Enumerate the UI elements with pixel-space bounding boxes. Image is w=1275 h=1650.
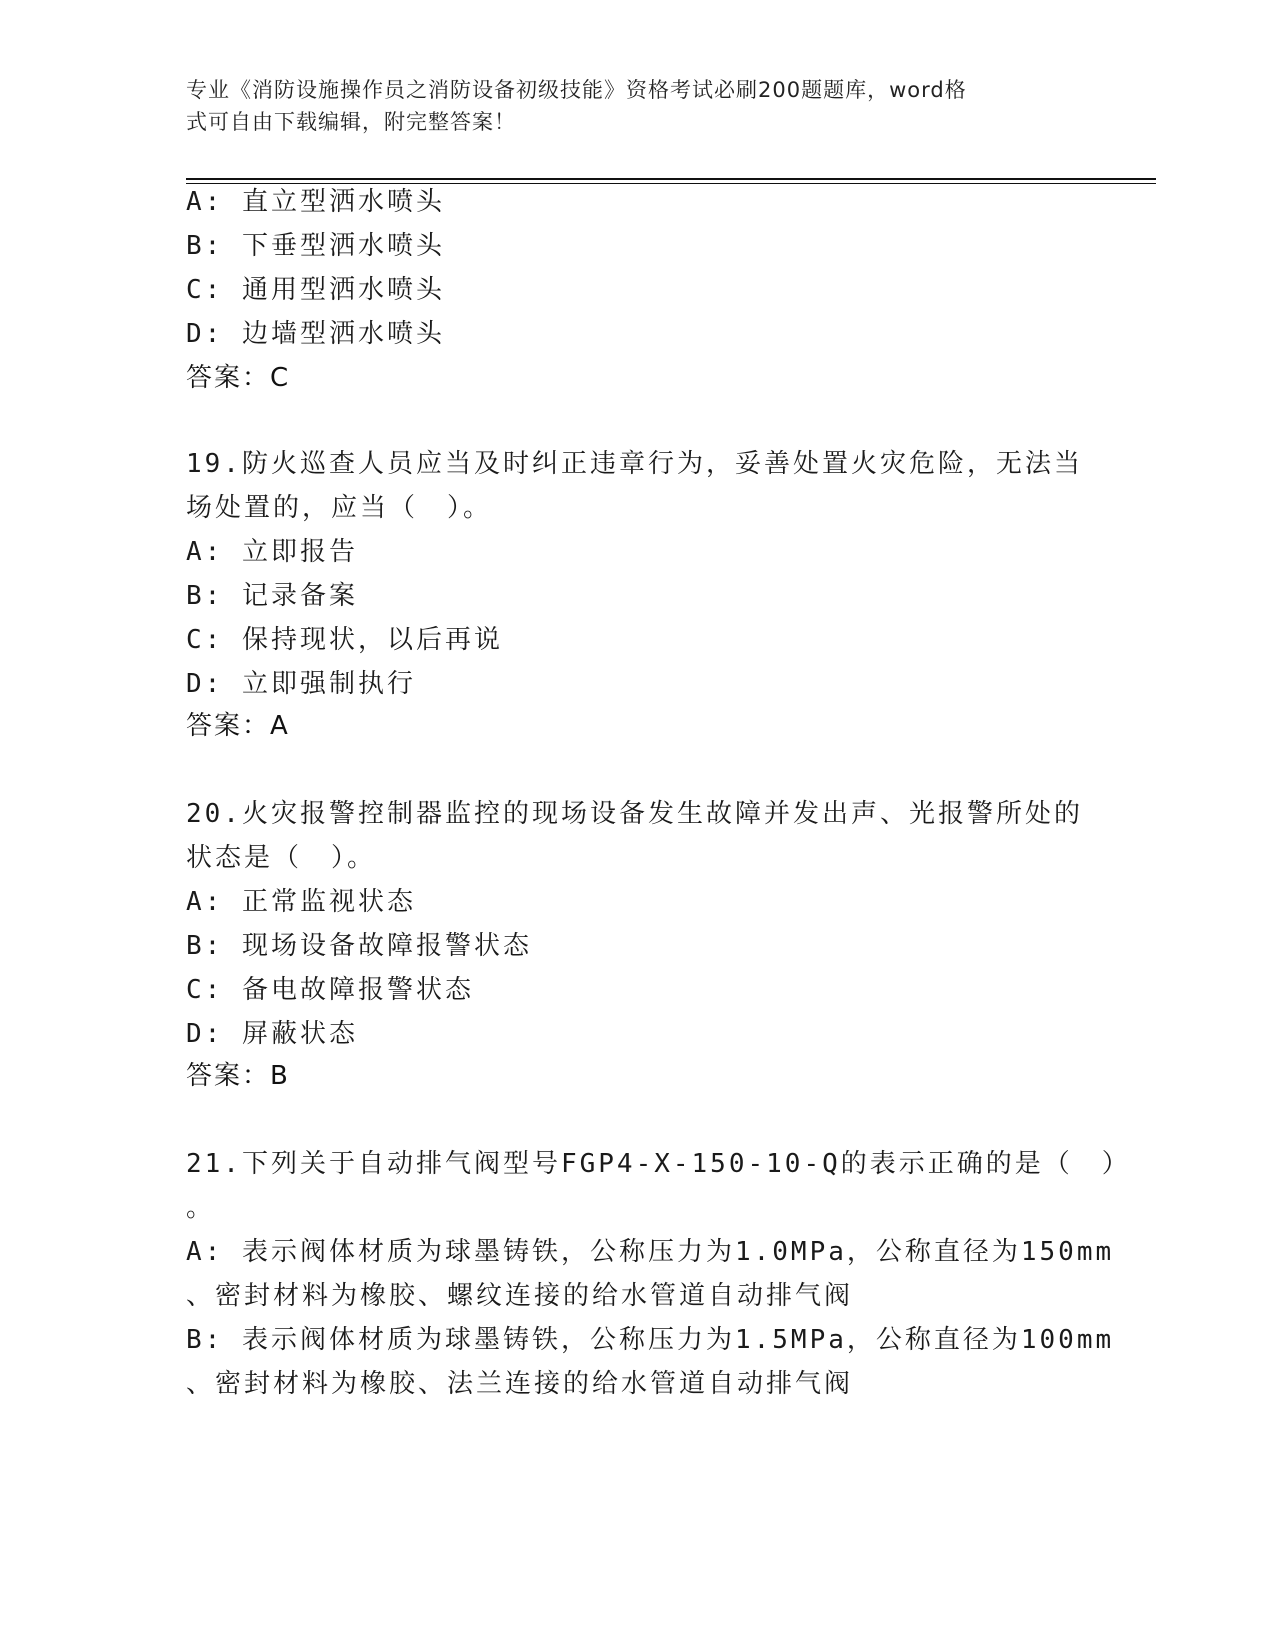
q20-option-b: B: 现场设备故障报警状态 [186, 931, 532, 961]
q21-option-a-line-2: 、密封材料为橡胶、螺纹连接的给水管道自动排气阀 [186, 1281, 854, 1311]
q20-stem-line-1: 20.火灾报警控制器监控的现场设备发生故障并发出声、光报警所处的 [186, 799, 1083, 829]
q19-option-b: B: 记录备案 [186, 581, 358, 611]
q20-option-d: D: 屏蔽状态 [186, 1019, 358, 1049]
q19-answer: 答案：A [186, 711, 290, 741]
q19-option-c: C: 保持现状，以后再说 [186, 625, 503, 655]
q20-stem-line-2: 状态是（ ）。 [186, 843, 377, 873]
q19-stem-line-1: 19.防火巡查人员应当及时纠正违章行为，妥善处置火灾危险，无法当 [186, 449, 1083, 479]
header-line-2: 式可自由下载编辑，附完整答案！ [186, 110, 516, 134]
q20-option-a: A: 正常监视状态 [186, 887, 416, 917]
q19-option-a: A: 立即报告 [186, 537, 358, 567]
q20-answer: 答案：B [186, 1061, 290, 1091]
q18-option-b: B: 下垂型洒水喷头 [186, 231, 445, 261]
q18-answer: 答案：C [186, 363, 291, 393]
q19-stem-line-2: 场处置的，应当（ ）。 [186, 493, 493, 523]
q21-option-b-line-2: 、密封材料为橡胶、法兰连接的给水管道自动排气阀 [186, 1369, 854, 1399]
q18-option-d: D: 边墙型洒水喷头 [186, 319, 445, 349]
q20-option-c: C: 备电故障报警状态 [186, 975, 474, 1005]
q19-option-d: D: 立即强制执行 [186, 669, 416, 699]
q18-option-c: C: 通用型洒水喷头 [186, 275, 445, 305]
header-divider [186, 178, 1156, 180]
q21-option-a-line-1: A: 表示阀体材质为球墨铸铁，公称压力为1.0MPa，公称直径为150mm [186, 1237, 1115, 1267]
q21-option-b-line-1: B: 表示阀体材质为球墨铸铁，公称压力为1.5MPa，公称直径为100mm [186, 1325, 1115, 1355]
q21-stem-line-2: 。 [186, 1193, 216, 1223]
header-line-1: 专业《消防设施操作员之消防设备初级技能》资格考试必刷200题题库，word格 [186, 78, 967, 102]
q18-option-a: A: 直立型洒水喷头 [186, 187, 445, 217]
document-header [186, 74, 1066, 138]
q21-stem-line-1: 21.下列关于自动排气阀型号FGP4-X-150-10-Q的表示正确的是（ ） [186, 1149, 1131, 1179]
